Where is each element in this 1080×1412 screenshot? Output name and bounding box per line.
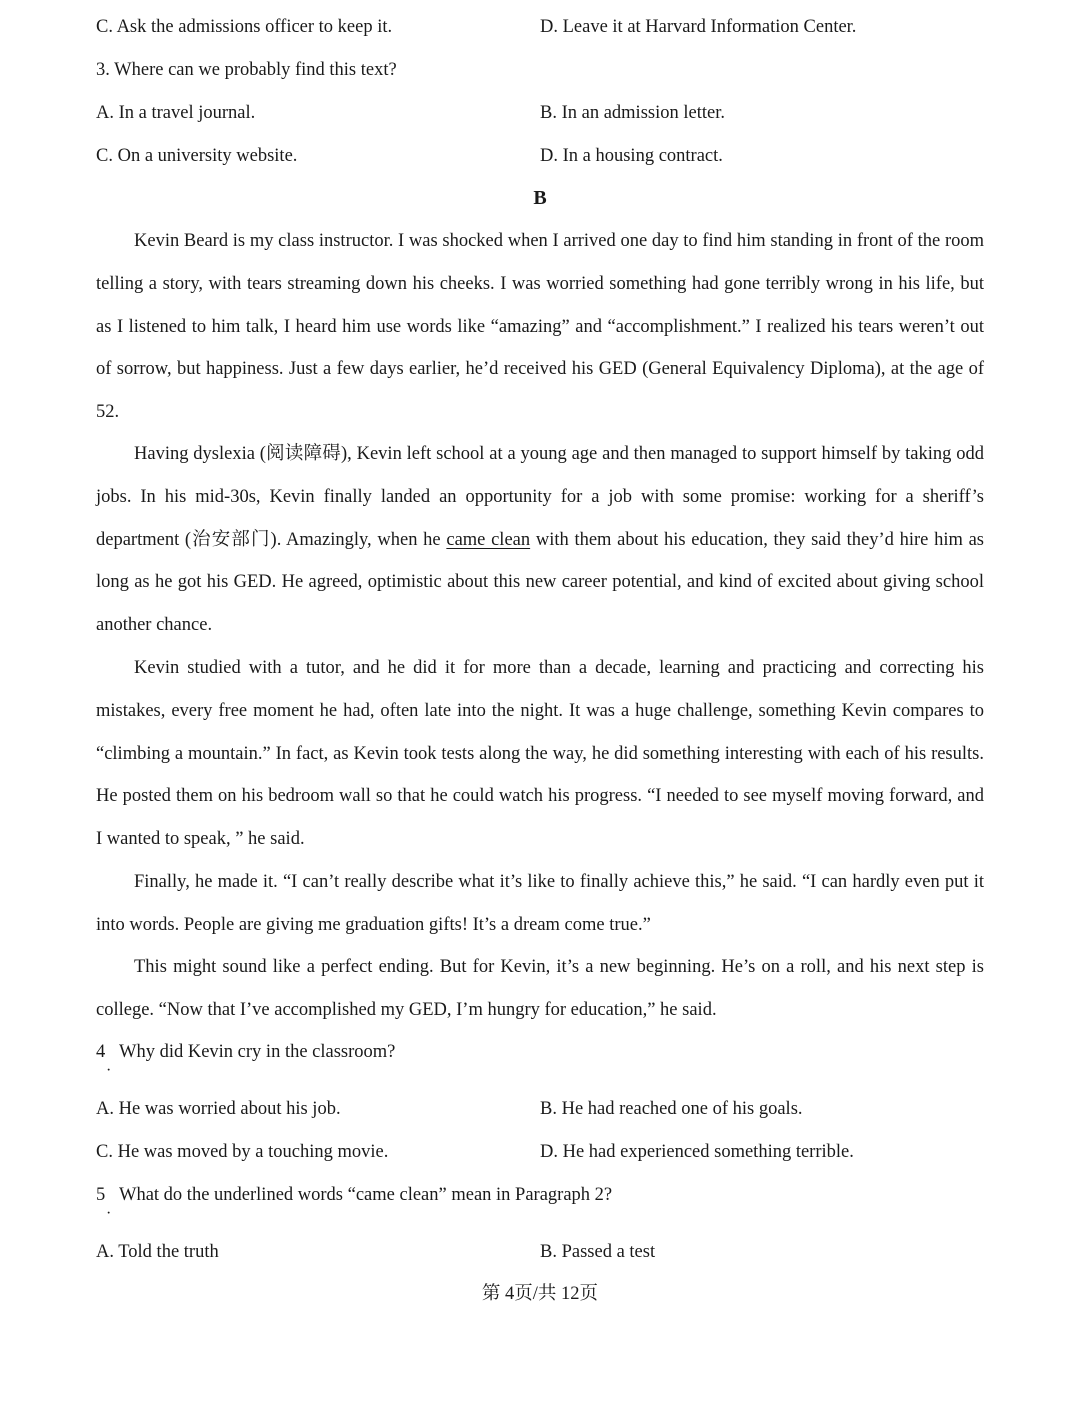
paragraph-5: This might sound like a perfect ending. But for Kevin, it’s a new beginning. He’s on a roll, and his next step is college. “Now that I’ve accomplished my GED, I’m hungry for education,” he said. xyxy=(96,957,984,1020)
q5-stem: What do the underlined words “came clean” mean in Paragraph 2? xyxy=(119,1185,613,1205)
q5-number-dot: · xyxy=(106,1205,112,1222)
q3-option-c: C. On a university website. xyxy=(96,146,298,166)
section-heading: B xyxy=(533,187,547,209)
paragraph-4: Finally, he made it. “I can’t really describe what it’s like to finally achieve this,” he said. “I can hardly even put it into words. People are giving me graduation gifts! It’s a dream come true.” xyxy=(96,872,984,935)
q3-option-b: B. In an admission letter. xyxy=(540,103,725,123)
q5-number: 5 xyxy=(96,1185,106,1205)
q4-option-a: A. He was worried about his job. xyxy=(96,1099,341,1119)
q3-option-a: A. In a travel journal. xyxy=(96,103,256,123)
q4-number: 4 xyxy=(96,1042,106,1062)
q4-number-dot: · xyxy=(106,1062,112,1079)
q3-option-d: D. In a housing contract. xyxy=(540,146,723,166)
q5-option-a: A. Told the truth xyxy=(96,1242,219,1262)
q4-option-d: D. He had experienced something terrible. xyxy=(540,1142,854,1162)
q4-option-c: C. He was moved by a touching movie. xyxy=(96,1142,389,1162)
q2-option-d: D. Leave it at Harvard Information Center. xyxy=(540,17,857,37)
paragraph-2 xyxy=(96,433,984,647)
q4-stem: Why did Kevin cry in the classroom? xyxy=(119,1042,396,1062)
q3-stem: 3. Where can we probably find this text? xyxy=(96,60,397,80)
q2-option-c: C. Ask the admissions officer to keep it. xyxy=(96,17,393,37)
paragraph-2-text-after: with them about his education, they said they’d hire him as long as he got his GED. He agreed, optimistic about this new career potential, and kind of excited about giving school another chance. xyxy=(96,529,984,636)
page-number-footer: 第 4页/共 12页 xyxy=(481,1284,599,1304)
q4-option-b: B. He had reached one of his goals. xyxy=(540,1099,803,1119)
underlined-phrase: came clean xyxy=(446,529,531,550)
paragraph-3: Kevin studied with a tutor, and he did it for more than a decade, learning and practicing and correcting his mistakes, every free moment he had, often late into the night. It was a huge challenge, something Kevin compares to “climbing a mountain.” In fact, as Kevin took tests along the way, he did something interesting with each of his results. He posted them on his bedroom wall so that he could watch his progress. “I needed to see myself moving forward, and I wanted to speak, ” he said. xyxy=(96,658,984,850)
paragraph-2-text-before: Having dyslexia (阅读障碍), Kevin left school at a young age and then managed to support himself by taking odd jobs. In his mid-30s, Kevin finally landed an opportunity for a job with some promise: working for a sheriff’s department (治安部门). Amazingly, when he xyxy=(96,444,984,550)
paragraph-1: Kevin Beard is my class instructor. I was shocked when I arrived one day to find him standing in front of the room telling a story, with tears streaming down his cheeks. I was worried something had gone terribly wrong in his life, but as I listened to him talk, I heard him use words like “amazing” and “accomplishment.” I realized his tears weren’t out of sorrow, but happiness. Just a few days earlier, he’d received his GED (General Equivalency Diploma), at the age of 52. xyxy=(96,231,984,423)
q5-option-b: B. Passed a test xyxy=(540,1242,656,1262)
